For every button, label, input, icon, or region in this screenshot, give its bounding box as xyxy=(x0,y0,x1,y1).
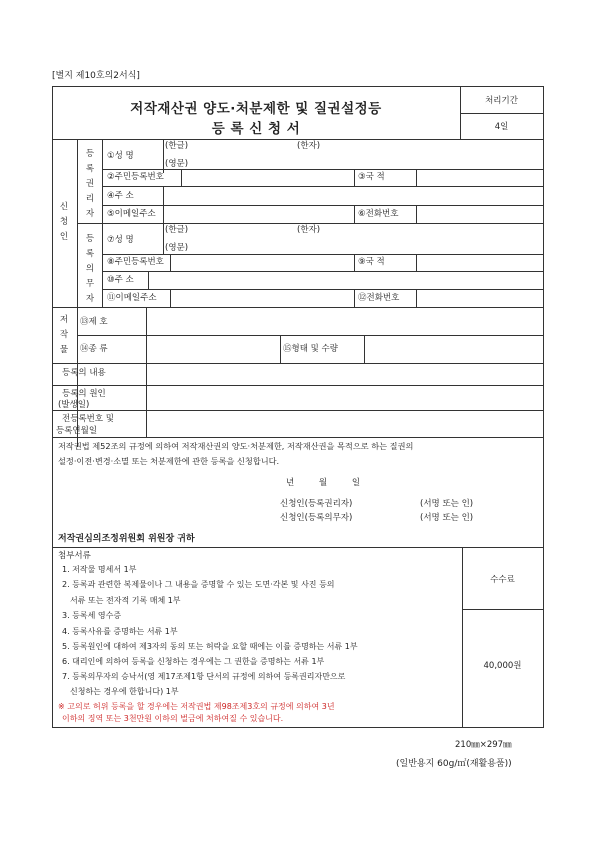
obligor-name-label: ⑦성 명 xyxy=(107,235,134,245)
fee-value: 40,000원 xyxy=(483,661,522,671)
form-title-line2: 등 록 신 청 서 xyxy=(211,121,301,137)
frame-bottom xyxy=(52,727,544,728)
reg-rows-divider xyxy=(146,363,147,437)
reg-content-label: 등록의 내용 xyxy=(62,368,106,378)
paper-type: (일반용지 60g/㎡(재활용품)) xyxy=(396,759,512,769)
obligor-address-divider xyxy=(148,271,149,289)
attachment-3: 3. 등록세 영수증 xyxy=(62,611,122,620)
obligor-hanja-label: (한자) xyxy=(297,225,321,235)
obligee-address-label: ④주 소 xyxy=(107,191,134,201)
header-bottom-line xyxy=(52,139,544,140)
work-form-label: ⑮형태 및 수량 xyxy=(283,344,338,354)
obligee-phone-divider1 xyxy=(354,205,355,223)
obligor-row1-line xyxy=(102,254,544,255)
work-form-divider1 xyxy=(280,335,281,363)
obligor-rrn-label: ⑧주민등록번호 xyxy=(107,257,164,267)
prior-reg-label: 전등록번호 및 xyxy=(62,414,114,424)
obligee-nationality-label: ③국 적 xyxy=(358,172,385,182)
obligee-rrn-label: ②주민등록번호 xyxy=(107,172,164,182)
obligee-rrn-divider xyxy=(181,169,182,186)
applicant-bottom-line xyxy=(52,307,544,308)
form-title-line1: 저작재산권 양도·처분제한 및 질권설정등 xyxy=(130,101,382,117)
attachment-4: 4. 등록사유를 증명하는 서류 1부 xyxy=(62,627,178,636)
obligor-nat-divider2 xyxy=(416,254,417,271)
obligee-label: 등록권리자 xyxy=(85,149,95,219)
addressee-line xyxy=(52,547,544,548)
obligor-label: 등록의무자 xyxy=(85,234,95,304)
obligee-korean-label: (한글) xyxy=(165,141,189,151)
processing-label: 처리기간 xyxy=(485,96,518,106)
applicant-label: 신청인 xyxy=(59,202,69,242)
reg-cause-label: 등록의 원인 xyxy=(62,389,106,399)
attachment-1: 1. 저작물 명세서 1부 xyxy=(62,565,137,574)
attachment-7-cont: 신청하는 경우에 한합니다) 1부 xyxy=(70,687,179,696)
attachment-5: 5. 등록원인에 대하여 제3자의 동의 또는 허락을 요할 때에는 이를 증명하는 서류 1부 xyxy=(62,642,358,651)
obligee-bottom-line xyxy=(77,223,544,224)
attachment-6: 6. 대리인에 의하여 등록을 신청하는 경우에는 그 권한을 증명하는 서류 1부 xyxy=(62,657,325,666)
work-form-divider2 xyxy=(364,335,365,363)
obligee-row3-line xyxy=(102,205,544,206)
statement-line2: 설정·이전·변경·소멸 또는 처분제한에 관한 등록을 신청합니다. xyxy=(58,456,280,466)
frame-left xyxy=(52,86,53,727)
fee-col-divider xyxy=(462,547,463,727)
attachment-2-cont: 서류 또는 전자적 기록 매체 1부 xyxy=(70,596,181,605)
obligor-phone-divider2 xyxy=(416,289,417,307)
obligee-email-label: ⑤이메일주소 xyxy=(107,209,156,219)
obligee-name-label: ①성 명 xyxy=(107,151,134,161)
prior-reg-date-label: 등록연월일 xyxy=(56,426,98,436)
attachments-header: 첨부서류 xyxy=(58,551,91,561)
work-label: 저작물 xyxy=(59,315,69,355)
obligor-rrn-divider xyxy=(170,254,171,271)
reg-bottom-line xyxy=(52,437,544,438)
obligee-email-divider xyxy=(163,205,164,223)
obligee-nat-divider1 xyxy=(354,169,355,186)
obligor-email-label: ⑪이메일주소 xyxy=(107,293,157,303)
obligee-row2-line xyxy=(102,186,544,187)
obligee-address-divider xyxy=(163,186,164,205)
obligor-nationality-label: ⑨국 적 xyxy=(358,257,385,267)
obligor-english-label: (영문) xyxy=(165,243,189,253)
obligee-row1-line xyxy=(102,169,544,170)
obligor-nat-divider1 xyxy=(354,254,355,271)
obligor-row3-line xyxy=(102,289,544,290)
obligor-row2-line xyxy=(102,271,544,272)
frame-top xyxy=(52,86,544,87)
obligor-address-label: ⑩주 소 xyxy=(107,275,134,285)
obligee-hanja-label: (한자) xyxy=(297,141,321,151)
paper-size: 210㎜×297㎜ xyxy=(455,740,512,750)
fee-label: 수수료 xyxy=(490,575,515,585)
warning-line1: ※ 고의로 허위 등록을 할 경우에는 저작권법 제98조제3호의 규정에 의하여 3년 xyxy=(58,702,335,711)
signature-sign-2: (서명 또는 인) xyxy=(420,513,474,523)
obligor-name-divider xyxy=(163,223,164,255)
obligee-english-label: (영문) xyxy=(165,159,189,169)
reg-cause-date-label: (발생일) xyxy=(58,400,90,410)
reg-cause-line xyxy=(52,410,544,411)
warning-line2: 이하의 징역 또는 3천만원 이하의 벌금에 처하여질 수 있습니다. xyxy=(62,714,284,723)
signature-role-1: 신청인(등록권리자) xyxy=(280,499,353,509)
addressee: 저작권심의조정위원회 위원장 귀하 xyxy=(58,534,195,544)
date-line: 년 월 일 xyxy=(286,478,361,488)
obligee-phone-label: ⑥전화번호 xyxy=(358,209,399,219)
signature-sign-1: (서명 또는 인) xyxy=(420,499,474,509)
obligor-korean-label: (한글) xyxy=(165,225,189,235)
fee-mid-line xyxy=(462,609,543,610)
obligee-nat-divider2 xyxy=(416,169,417,186)
obligor-phone-label: ⑫전화번호 xyxy=(358,293,400,303)
work-kind-label: ⑭종 류 xyxy=(80,344,108,354)
obligee-name-divider xyxy=(163,139,164,173)
processing-value: 4일 xyxy=(494,122,509,132)
attachment-7: 7. 등록의무자의 승낙서(영 제17조제1항 단서의 규정에 의하여 등록권리자만으로 xyxy=(62,672,346,681)
frame-right xyxy=(543,86,544,727)
attachment-2: 2. 등록과 관련한 복제물이나 그 내용을 증명할 수 있는 도면·각본 및 사진 등의 xyxy=(62,580,335,589)
signature-role-2: 신청인(등록의무자) xyxy=(280,513,353,523)
work-mid-line xyxy=(77,335,544,336)
obligee-phone-divider2 xyxy=(416,205,417,223)
obligor-phone-divider1 xyxy=(354,289,355,307)
form-number: [별지 제10호의2서식] xyxy=(52,71,140,81)
work-title-label: ⑬제 호 xyxy=(80,317,108,327)
work-bottom-line xyxy=(52,363,544,364)
processing-mid-line xyxy=(460,113,543,114)
obligor-email-divider xyxy=(170,289,171,307)
reg-content-line xyxy=(52,385,544,386)
statement-line1: 저작권법 제52조의 규정에 의하여 저작재산권의 양도·처분제한, 저작재산권을 목적으로 하는 질권의 xyxy=(58,441,414,451)
